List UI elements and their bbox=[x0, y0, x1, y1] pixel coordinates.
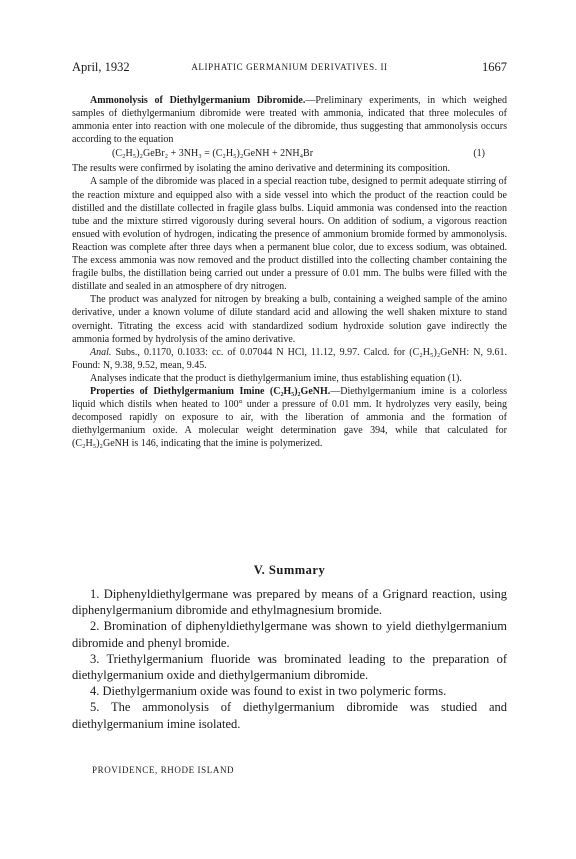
conclusion-paragraph: Analyses indicate that the product is diethylgermanium imine, thus establishing equation (1). bbox=[90, 372, 462, 384]
location-footer: PROVIDENCE, RHODE ISLAND bbox=[92, 765, 235, 775]
summary-item: 4. Diethylgermanium oxide was found to exist in two polymeric forms. bbox=[90, 684, 447, 699]
summary-item: 1. Diphenyldiethylgermane was prepared by means of a Grignard reaction, using diphenylgermanium dibromide and ethylmagnesium bromide. bbox=[72, 587, 507, 618]
anal-label: Anal. bbox=[90, 346, 112, 358]
ammonolysis-heading: Ammonolysis of Diethylgermanium Dibromide. bbox=[90, 95, 306, 106]
page-number: 1667 bbox=[482, 60, 507, 74]
imine-heading: Properties of Diethylgermanium Imine (C₂H₅)₂GeNH. bbox=[90, 385, 331, 397]
summary-item: 2. Bromination of diphenyldiethylgermane was shown to yield diethylgermanium dibromide and phenyl bromide. bbox=[72, 619, 507, 650]
summary-title: V. Summary bbox=[253, 563, 326, 577]
ammonolysis-intro: —Preliminary experiments, in which weighed samples of diethylgermanium dibromide were treated with ammonia, indicated that three molecules of ammonia enter into reaction with one molecule of the dibromide, thus suggesting that ammonolysis occurs according to the equation bbox=[72, 95, 507, 146]
equation-1 bbox=[72, 147, 507, 161]
equation-number: (1) bbox=[473, 148, 485, 160]
imine-paragraph bbox=[72, 385, 507, 450]
issue-date: April, 1932 bbox=[72, 60, 130, 74]
running-title: ALIPHATIC GERMANIUM DERIVATIVES. II bbox=[191, 62, 388, 72]
page-header bbox=[72, 60, 507, 80]
equation-text: (C₂H₅)₂GeBr₂ + 3NH₃ = (C₂H₅)₂GeNH + 2NH₄Br bbox=[112, 148, 314, 160]
summary-list bbox=[72, 586, 507, 732]
ammonolysis-paragraph bbox=[72, 94, 507, 146]
analysis-data bbox=[72, 346, 507, 372]
experimental-section bbox=[72, 94, 507, 450]
anal-values: Subs., 0.1170, 0.1033: cc. of 0.07044 N HCl, 11.12, 9.97. Calcd. for (C₂H₅)₂GeNH: N, 9.61. Found: N, 9.38, 9.52, mean, 9.45. bbox=[72, 346, 507, 371]
analysis-paragraph: The product was analyzed for nitrogen by breaking a bulb, containing a weighed sample of the amino derivative, under a known volume of dilute standard acid and allowing the well shaken mixture to stand overnight. Titrating the excess acid with standardized sodium hydroxide solution gave indirectly the ammonia formed by hydrolysis of the amino derivative. bbox=[72, 294, 507, 345]
summary-item: 3. Triethylgermanium fluoride was brominated leading to the preparation of diethylgermanium oxide and diethylgermanium dibromide. bbox=[72, 651, 507, 683]
procedure-paragraph: A sample of the dibromide was placed in a special reaction tube, designed to permit adequate stirring of the reaction mixture and equipped also with a side vessel into which the product of the reaction could be distilled and the distillate collected in fragile glass bulbs. Liquid ammonia was condensed into the reaction tube and the mixture stirred vigorously during several hours. On addition of sodium, a vigorous reaction ensued with evolution of hydrogen, indicating the presence of ammonium bromide formed by ammonolysis. Reaction was complete after three days when a permanent blue color, due to excess sodium, was obtained. The excess ammonia was now removed and the product distilled into the collecting chamber containing the fragile bulbs, the distillation being carried out under a pressure of 0.01 mm. The bulbs were filled with the distillate and sealed in an atmosphere of dry nitrogen. bbox=[72, 176, 507, 293]
imine-text: —Diethylgermanium imine is a colorless liquid which distils when heated to 100° under a pressure of 0.01 mm. It hydrolyzes very easily, being decomposed rapidly on exposure to air, with the liberation of ammonia and the formation of diethylgermanium oxide. A molecular weight determination gave 394, while that calculated for (C₂H₅)₂GeNH is 146, indicating that the imine is polymerized. bbox=[72, 385, 507, 450]
summary-item: 5. The ammonolysis of diethylgermanium dibromide was studied and diethylgermanium imine isolated. bbox=[72, 700, 507, 731]
results-paragraph: The results were confirmed by isolating the amino derivative and determining its composition. bbox=[72, 163, 450, 175]
